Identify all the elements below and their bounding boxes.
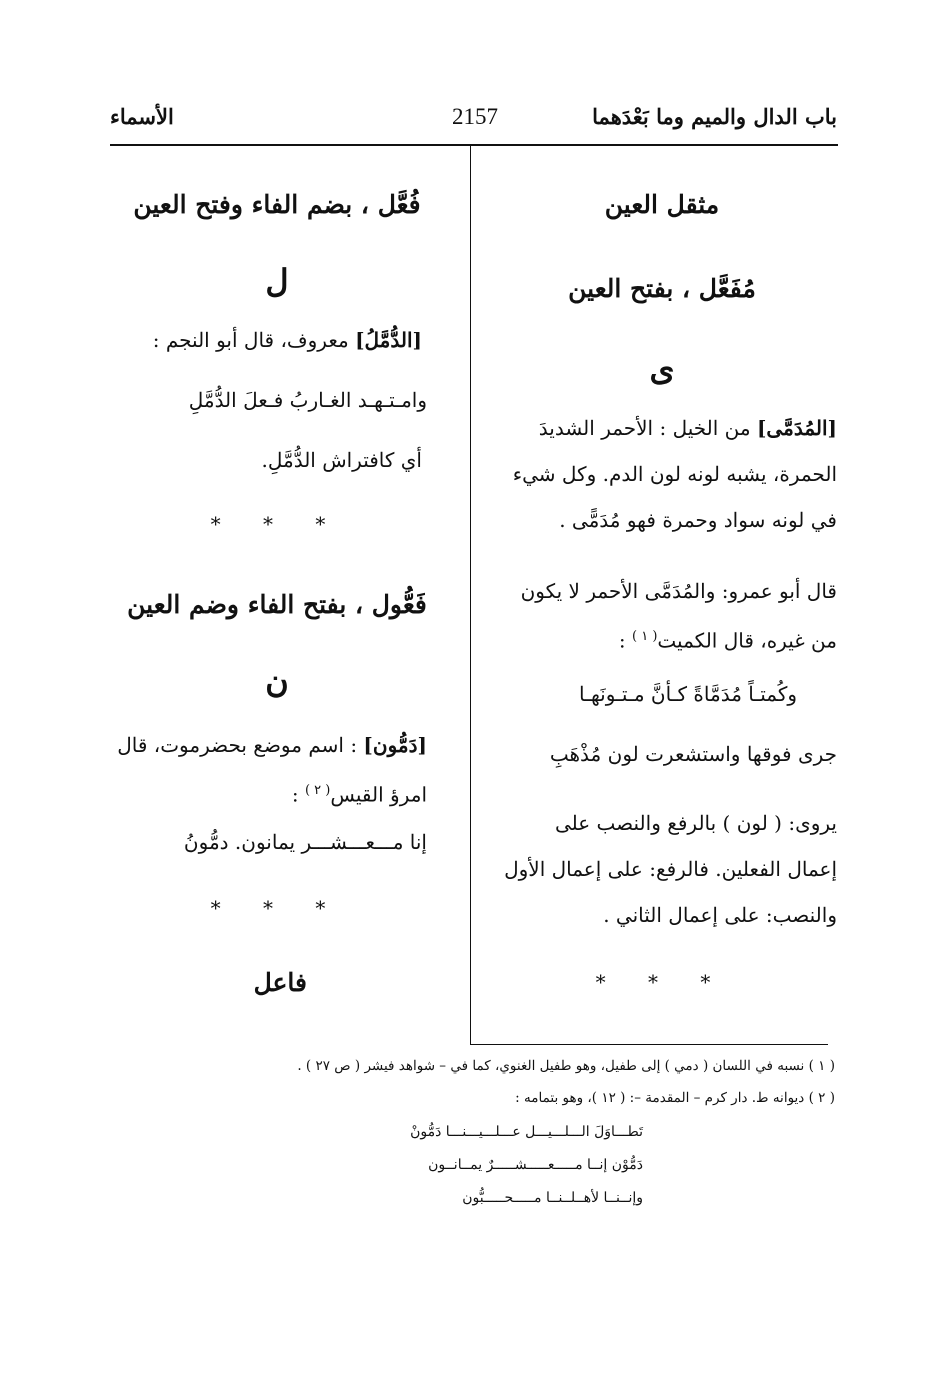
footnote-poem-1: تَطـــاوَلَ الـــلـــيـــل عـــلـــيـــنـــا دَمُّونْ (410, 1124, 643, 1140)
entry-poet: امرؤ القيس (330, 782, 427, 807)
separator-stars-1: * * * (210, 512, 344, 536)
entry-line-2 (87, 768, 427, 818)
entry-line-1 (487, 405, 837, 451)
riwaya-line-1: يروى: ( لون ) بالرفع والنصب على (554, 811, 837, 835)
quote-line-2 (487, 614, 837, 664)
section-title: الأسماء (110, 104, 174, 129)
entry-text: معروف، قال أبو النجم : (152, 328, 356, 352)
entry-end: : (291, 782, 305, 807)
entry-dummal (82, 328, 422, 352)
right-heading-1: مثقل العين (604, 190, 720, 219)
right-letter: ى (649, 350, 675, 388)
entry-headword: [الدُّمَّلُ] (355, 328, 422, 352)
left-heading-2: فَعُّول ، بفتح الفاء وضم العين (127, 590, 427, 619)
entry-line-3: في لونه سواد وحمرة فهو مُدَمًّى . (559, 508, 837, 532)
right-heading-2: مُفَعَّل ، بفتح العين (568, 274, 756, 303)
left-letter-1: ل (265, 262, 289, 300)
left-heading-1: فُعَّل ، بضم الفاء وفتح العين (133, 190, 421, 219)
entry-headword: [المُدَمَّى] (756, 416, 837, 440)
gloss-dummal: أي كافتراش الدُّمَّلِ. (261, 448, 422, 472)
footnote-poem-3: وإنــنــا لأهــلــنــا مـــــحـــــبُّون (462, 1190, 643, 1206)
riwaya-line-3: والنصب: على إعمال الثاني . (603, 903, 837, 927)
verse-line-1: وكُمتـاً مُدَمَّاةً كـأنَّ مـتـونَهـا (579, 682, 797, 706)
left-heading-3: فاعل (253, 968, 307, 997)
footnote-rule (470, 1044, 828, 1045)
verse-imru-alqais: إنا مـــعـــشـــر يمانون. دمُّونُ (183, 830, 427, 854)
footnote-poem-2: دَمُّوْن إنــا مـــــعـــــشـــــرٌ يمــانــون (428, 1157, 643, 1173)
footnote-ref-2: ( ٢ ) (304, 783, 331, 798)
entry-text: : اسم موضع بحضرموت، قال (117, 733, 364, 757)
left-letter-2: ن (265, 662, 289, 700)
entry-text: من الخيل : الأحمر الشديدَ (538, 416, 757, 440)
chapter-title: باب الدال والميم وما بَعْدَهما (592, 104, 837, 129)
verse-line-2: جرى فوقها واستشعرت لون مُذْهَبِ (549, 742, 837, 766)
riwaya-line-2: إعمال الفعلين. فالرفع: على إعمال الأول (504, 857, 837, 881)
riwaya-note (487, 800, 837, 938)
footnote-2: ( ٢ ) ديوانه ط. دار كرم – المقدمة –: ( ١٢ )، وهو بتمامه : (515, 1090, 835, 1106)
separator-stars-2: * * * (210, 896, 344, 920)
footnote-1: ( ١ ) نسبه في اللسان ( دمي ) إلى طفيل، وهو طفيل الغنوي، كما في – شواهد فيشر ( ص ٢٧ ) . (297, 1058, 835, 1074)
quote-line-1: قال أبو عمرو: والمُدَمَّى الأحمر لا يكون (520, 579, 837, 603)
quote-text: من غيره، قال الكميت (657, 628, 837, 653)
page-number: 2157 (452, 104, 498, 129)
entry-line-1 (87, 722, 427, 768)
column-divider (470, 146, 471, 1044)
entry-line-2: الحمرة، يشبه لونه لون الدم. وكل شيء (512, 462, 837, 486)
entry-mudamma (487, 405, 837, 543)
quote-abu-amr (487, 568, 837, 664)
entry-headword: [دَمُّون] (363, 733, 427, 757)
separator-stars: * * * (595, 970, 729, 994)
verse-abu-najm: وامـتـهـد الغـاربُ فـعلَ الدُّمَّلِ (188, 388, 427, 412)
quote-end: : (618, 628, 632, 653)
entry-dammun (87, 722, 427, 818)
header-rule (110, 144, 838, 146)
footnote-ref-1: ( ١ ) (631, 629, 658, 644)
